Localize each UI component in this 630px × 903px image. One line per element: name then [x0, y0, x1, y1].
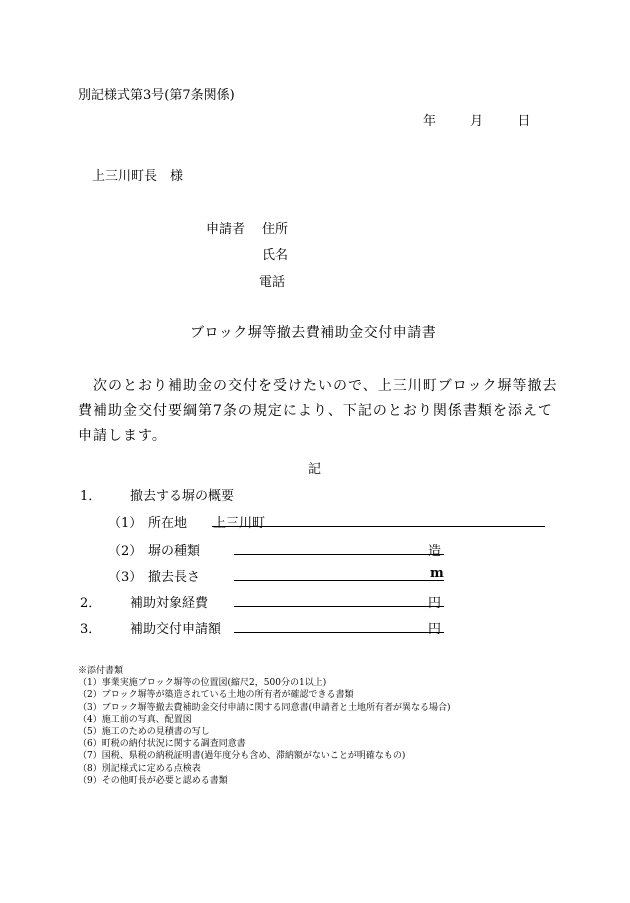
location-value: 上三川町	[213, 516, 266, 531]
sub1-number: （1）	[108, 516, 143, 531]
attachment-item: （2）ブロック塀等が築造されている土地の所有者が確認できる書類	[78, 690, 354, 701]
attachment-item: （4）施工前の写真、配置図	[78, 714, 192, 725]
attachment-item: （6）町税の納付状況に関する調査同意書	[78, 739, 246, 750]
grant-amount-underline	[234, 632, 444, 633]
sub3-label: 撤去長さ	[148, 570, 201, 585]
item1-label: 撤去する塀の概要	[130, 489, 235, 504]
item3-number: 3．	[80, 622, 102, 637]
location-underline	[212, 526, 545, 527]
sub3-unit: m	[430, 566, 444, 581]
attachment-item: （9）その他町長が必要と認める書類	[78, 775, 228, 786]
applicant-label: 申請者	[206, 222, 246, 237]
address-label: 住所	[262, 222, 289, 237]
form-number: 別記様式第3号(第7条関係)	[78, 88, 235, 103]
name-label: 氏名	[262, 248, 289, 263]
item2-label: 補助対象経費	[130, 596, 209, 611]
wall-type-underline	[234, 554, 444, 555]
date-month: 月	[470, 114, 484, 129]
sub3-number: （3）	[108, 570, 143, 585]
attachment-item: （5）施工のための見積書の写し	[78, 727, 210, 738]
addressee: 上三川町長 様	[92, 169, 184, 184]
attachments-section	[78, 665, 451, 787]
item3-label: 補助交付申請額	[130, 622, 222, 637]
document-title: ブロック塀等撤去費補助金交付申請書	[190, 325, 437, 341]
expense-underline	[234, 606, 444, 607]
item2-number: 2．	[80, 596, 102, 611]
date-day: 日	[517, 114, 531, 129]
ki-label: 記	[308, 462, 322, 477]
date-year: 年	[423, 114, 437, 129]
sub2-label: 塀の種類	[148, 544, 201, 559]
sub2-unit: 造	[428, 544, 442, 559]
attachment-item: （7）国税、県税の納税証明書(過年度分も含め、滞納額がないことが明確なもの)	[78, 751, 406, 762]
phone-label: 電話	[259, 275, 286, 290]
length-underline	[234, 580, 444, 581]
item1-number: 1．	[80, 489, 102, 504]
attachments-heading: ※添付書類	[78, 666, 124, 676]
attachment-item: （8）別記様式に定める点検表	[78, 763, 201, 774]
date-line	[423, 110, 530, 129]
item3-unit: 円	[428, 622, 442, 637]
attachment-item: （1）事業実施ブロック塀等の位置図(縮尺2，500分の1以上)	[78, 678, 327, 689]
sub1-label: 所在地	[148, 516, 188, 531]
body-paragraph: 次のとおり補助金の交付を受けたいので、上三川町ブロック塀等撤去費補助金交付要綱第7条の規定により、下記のとおり関係書類を添えて申請します。	[78, 378, 558, 444]
sub2-number: （2）	[108, 544, 143, 559]
attachment-item: （3）ブロック塀等撤去費補助金交付申請に関する同意書(申請者と土地所有者が異なる場合)	[78, 702, 451, 713]
item2-unit: 円	[428, 596, 442, 611]
